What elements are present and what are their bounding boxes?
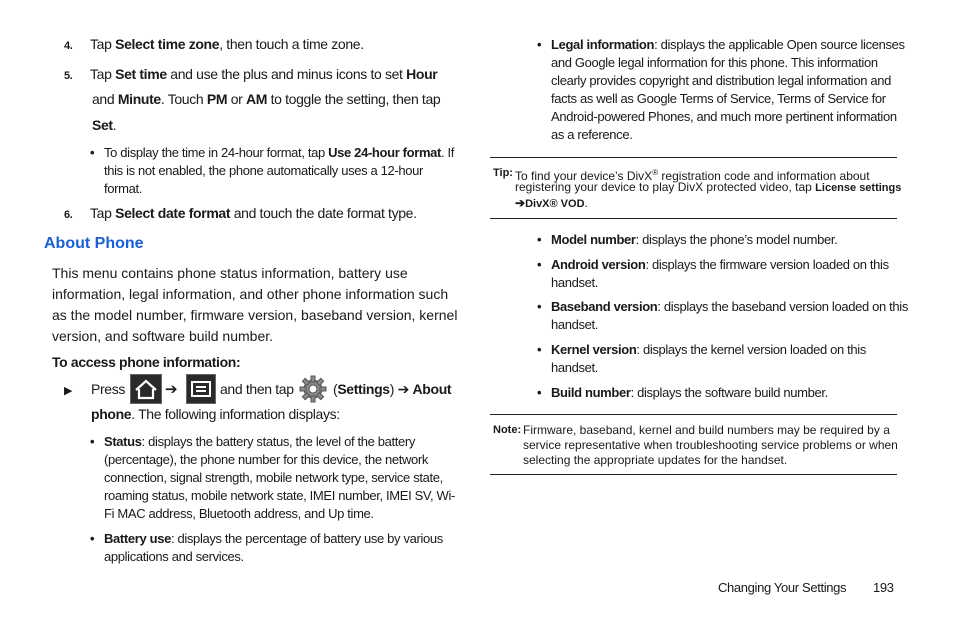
android-bullet: • Android version: displays the firmware version loaded on this [537,257,889,272]
page-number: 193 [873,580,894,595]
model-bullet: • Model number: displays the phone’s model number. [537,232,838,247]
status-line3: connection, signal strength, mobile network type, service state, [104,470,443,485]
status-line2: (percentage), the phone number for this device, the network [104,452,429,467]
and-then-tap-label: and then tap [220,381,294,397]
kernel-line2: handset. [551,360,599,375]
note-box: Note: Firmware, baseband, kernel and build numbers may be required by a service representative when troubleshooting service problems or when selecting the appropriate updates for the handset. [493,423,898,467]
bullet-24hour: • To display the time in 24-hour format, tap Use 24-hour format. If [90,145,455,160]
step-5-line2: and Minute. Touch PM or AM to toggle the setting, then tap [92,91,441,107]
legal-line2: and Google legal information for this phone. This information [551,55,878,70]
press-line2: phone. The following information displays: [91,406,340,422]
about-paragraph: This menu contains phone status information, battery use information, legal information, and other phone information such as the model number, firmware version, baseband version, kernel version, and software build number. [52,265,458,344]
baseband-bullet: • Baseband version: displays the baseband version loaded on this [537,299,908,314]
home-icon [130,374,162,404]
step-5-line3: Set. [92,117,117,133]
battery-bullet: • Battery use: displays the percentage of battery use by various [90,531,443,546]
press-label: Press [91,381,126,397]
footer-section: Changing Your Settings [718,580,847,595]
legal-line3: clearly provides copyright and distribution legal information and [551,73,892,88]
gear-icon [298,374,328,404]
triangle-icon: ▶ [64,385,73,397]
section-heading: About Phone [44,235,144,252]
step-5: 5. Tap Set time and use the plus and minus icons to set Hour [64,66,438,82]
android-line2: handset. [551,275,599,290]
tip-box: Tip: To find your device’s DivX® registration code and information about registering your device to play DivX protected video, tap License settings ➔DivX® VOD. [493,167,902,210]
build-bullet: • Build number: displays the software build number. [537,385,828,400]
bullet-24hour-line2: this is not enabled, the phone automatically uses a 12-hour [104,163,424,178]
bullet-24hour-line3: format. [104,181,143,196]
step-4: 4. Tap Select time zone, then touch a time zone. [64,36,364,52]
note-rule-top [490,414,897,415]
tip-rule-bottom [490,218,897,219]
tip-rule-top [490,157,897,158]
legal-line5: Android-powered Phones, and much more pertinent information [551,109,897,124]
battery-line2: applications and services. [104,549,244,564]
arrow-icon: ➔ [165,381,178,398]
legal-line4: facts as well as Google Terms of Service, Terms of Service for [551,91,886,106]
kernel-bullet: • Kernel version: displays the kernel version loaded on this [537,342,866,357]
legal-line6: as a reference. [551,127,633,142]
legal-bullet: • Legal information: displays the applicable Open source licenses [537,37,905,52]
status-line5: Fi MAC address, Bluetooth address, and Up time. [104,506,374,521]
status-line4: roaming status, mobile network state, IMEI number, IMEI SV, Wi- [104,488,455,503]
note-rule-bottom [490,474,897,475]
status-bullet: • Status: displays the battery status, the level of the battery [90,434,416,449]
settings-path: (Settings) ➔ About [333,381,452,397]
menu-icon [186,374,216,404]
access-heading: To access phone information: [52,354,241,370]
step-6: 6. Tap Select date format and touch the date format type. [64,205,417,221]
baseband-line2: handset. [551,317,599,332]
